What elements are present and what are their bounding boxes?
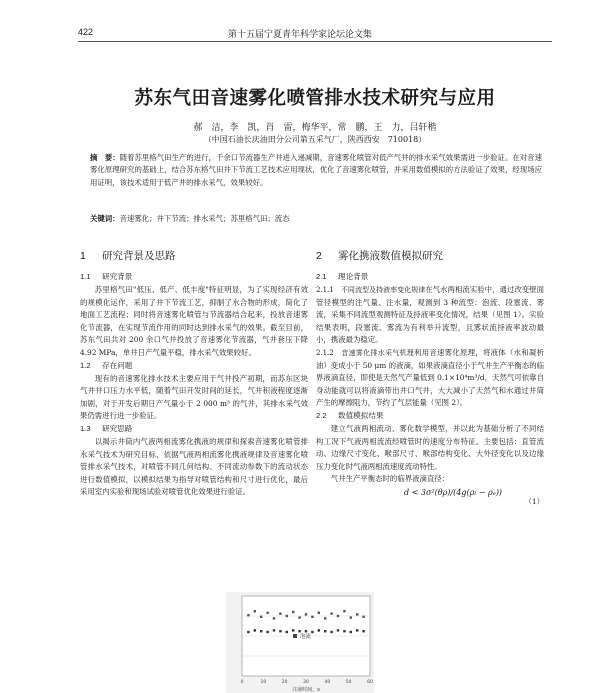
equation-number: （1） xyxy=(524,496,544,506)
subsection-heading xyxy=(80,423,308,434)
x-axis-label: 注液时间，s xyxy=(292,687,320,693)
x-tick-label-6: 60 xyxy=(367,680,373,685)
data-point-0-5 xyxy=(279,612,281,614)
figure-1 xyxy=(226,592,374,693)
data-point-0-13 xyxy=(330,612,332,614)
subsection-number: 1.1 xyxy=(80,272,91,281)
paragraph-flow-pattern xyxy=(316,284,544,347)
x-tick-label-5: 50 xyxy=(345,680,352,685)
data-point-1-12 xyxy=(324,630,326,632)
subsection-title: 存在问题 xyxy=(102,360,133,370)
data-point-1-14 xyxy=(337,629,339,631)
data-point-0-2 xyxy=(260,616,262,618)
paragraph-body: 利用音速雾化原理，将液体（水和凝析油）变成小于 50 μm 的液滴，如果液滴直径小于气井生产平衡态的临界液滴直径，即使是天然气产量低到 0.1×10⁴m³/d，天然气可依靠自身动能就可以将液滴带出井口气井，大大减小了天然气和水通过井筒产生的摩擦阻力，节约了气层能量（见图 2）。 xyxy=(316,347,544,408)
data-point-1-3 xyxy=(266,631,268,633)
x-tick-label-4: 40 xyxy=(324,680,331,685)
data-point-0-1 xyxy=(254,610,256,612)
paragraph-background: 苏里格气田"低压、低产、低丰度"特征明显，为了实现经济有效的规模化运作，采用了井下节流工艺，抑制了水合物的形成，简化了地面工艺流程；同时将音速雾化喷管与节流器结合起来，投放音速雾化节流器，在实现节流作用的同时达到排水采气的效果。截至目前，苏东气田共对 200 余口气井投放了音速雾化节流器，气井套压下降 4.92 MPa，单井日产气量平稳，排水采气效果较好。 xyxy=(80,285,308,357)
data-point-0-11 xyxy=(318,612,320,614)
paper-title: 苏东气田音速雾化喷管排水技术研究与应用 xyxy=(134,87,496,108)
paragraph-lead: 2.1.2 音速雾化排水采气机理 xyxy=(316,348,415,357)
equation-expression: d < 3σ²(θρ)/(4g(ρₗ − ρₑ)) xyxy=(404,487,503,497)
keywords-label: 关键词： xyxy=(90,214,120,223)
paragraph-approach: 以揭示井筒内气液两相流雾化携液的规律和探索音速雾化喷管排水采气技术为研究目标，依据气液两相流雾化携液规律及音速雾化喷管排水采气技术，对喷管不同几何结构、不同流动参数下的流动状态进行数值模拟，以模拟结果为指导对喷管结构和尺寸进行优化，最后采用室内实验和现场试验对喷管优化效果进行验证。 xyxy=(80,436,308,497)
keywords xyxy=(90,213,542,224)
data-point-1-15 xyxy=(343,630,345,632)
legend-label: 泡流 xyxy=(300,634,312,640)
subsection-heading xyxy=(316,410,544,421)
data-point-1-8 xyxy=(298,630,300,632)
abstract-label: 摘 要： xyxy=(90,153,120,162)
subsection-number: 1.2 xyxy=(80,360,91,370)
data-point-0-17 xyxy=(356,613,358,615)
affiliation: （中国石油长庆油田分公司第五采气厂，陕西西安 710018） xyxy=(203,135,427,144)
data-point-0-7 xyxy=(292,611,294,613)
page-number: 422 xyxy=(78,27,94,37)
data-point-1-10 xyxy=(311,631,313,633)
x-tick-label-2: 20 xyxy=(281,680,288,685)
section-title: 研究背景及思路 xyxy=(102,250,176,262)
data-point-0-16 xyxy=(350,616,352,618)
left-column xyxy=(80,248,308,499)
subsection-title: 数值模拟结果 xyxy=(338,410,384,420)
subsection-heading xyxy=(80,360,308,371)
data-point-1-11 xyxy=(318,629,320,631)
section-number: 2 xyxy=(316,250,322,262)
running-header xyxy=(78,27,552,41)
x-tick-label-0: 0 xyxy=(240,680,244,685)
paragraph-problems: 现有的音速雾化排水技术主要应用于气井投产初期，而苏东区块气井井口压力水平低，随着气田开发时间的延长，气井积液程度逐渐加剧，对于开发后期日产气量小于 2 000 m³ 的气井，其排水采气效果仍需进行进一步验证。 xyxy=(80,373,308,421)
data-point-1-17 xyxy=(356,629,358,631)
data-point-0-18 xyxy=(362,616,364,618)
data-point-1-7 xyxy=(292,629,294,631)
paragraph-lead: 2.1.1 不同流型及持液率变化规律 xyxy=(316,286,426,294)
data-point-1-13 xyxy=(330,631,332,633)
subsection-number: 2.2 xyxy=(316,410,327,420)
data-point-0-6 xyxy=(286,615,288,617)
section-heading xyxy=(80,248,308,263)
subsection-title: 理论背景 xyxy=(338,272,369,281)
data-point-1-16 xyxy=(350,631,352,633)
data-point-1-4 xyxy=(273,629,275,631)
data-point-1-0 xyxy=(247,631,249,633)
journal-title: 第十五届宁夏青年科学家论坛论文集 xyxy=(228,30,373,40)
data-point-0-12 xyxy=(324,617,326,619)
data-point-1-6 xyxy=(286,631,288,633)
data-point-1-9 xyxy=(305,630,307,632)
data-point-1-1 xyxy=(254,629,256,631)
subsection-heading xyxy=(80,271,308,282)
formula-intro: 气井生产平衡态时的临界液滴直径： xyxy=(330,474,450,484)
abstract xyxy=(90,152,542,189)
data-point-0-0 xyxy=(247,614,249,616)
author-list: 郝 洁，李 凯，肖 雷，梅华平，常 鹏，王 力，吕轩楷 xyxy=(193,123,437,133)
section-title: 雾化携液数值模拟研究 xyxy=(338,250,443,262)
legend-marker xyxy=(293,634,297,638)
keywords-text: 音速雾化；井下节流；排水采气；苏里格气田；流态 xyxy=(119,214,290,223)
right-column xyxy=(316,248,544,518)
x-tick-label-1: 10 xyxy=(260,680,267,685)
data-point-0-4 xyxy=(273,617,275,619)
x-tick-label-3: 30 xyxy=(303,680,309,685)
section-number: 1 xyxy=(80,250,86,262)
data-point-1-18 xyxy=(362,630,364,632)
section-heading xyxy=(316,248,544,263)
equation-1 xyxy=(316,488,544,518)
paragraph-simulation: 建立气液两相流动、雾化数学模型，并以此为基础分析了不同结构工况下气液两相流流经喷管时的速度分布特征。主要包括：直管流动、边缘尺寸变化、喉部尺寸、喉部结构变化、大外径变化以及边缘压力变化时气液两相流速度流动特性。 xyxy=(316,423,544,471)
subsection-title: 研究背景 xyxy=(102,272,133,281)
data-point-0-3 xyxy=(266,612,268,614)
data-point-0-8 xyxy=(298,616,300,618)
data-point-0-15 xyxy=(343,610,345,612)
data-point-0-14 xyxy=(337,615,339,617)
paragraph-mechanism xyxy=(316,347,544,410)
header-rule xyxy=(78,41,552,42)
subsection-number: 2.1 xyxy=(316,272,327,281)
scatter-chart xyxy=(226,592,374,693)
subsection-number: 1.3 xyxy=(80,423,91,433)
abstract-text: 随着苏里格气田生产的进行，千余口节流器生产井进入递减期，音速雾化喷管对低产气井的排水采气效果需进一步验证。在对音速雾化原理研究的基础上，结合苏东格气田井下节流工艺技术应用现状，优化了音速雾化喷管，并采用数值模拟的方法验证了效果，经现场应用证明，该技术适用于低产井的排水采气，效果较好。 xyxy=(90,153,542,187)
data-point-1-5 xyxy=(279,630,281,632)
subsection-heading xyxy=(316,271,544,282)
data-point-1-2 xyxy=(260,630,262,632)
data-point-0-9 xyxy=(305,613,307,615)
data-point-0-10 xyxy=(311,616,313,618)
subsection-title: 研究思路 xyxy=(102,423,133,433)
paragraph-body: 在气水两相流实验中，通过改变壁面管径模型的注气量、注水量，观测到 3 种流型：泡流、段塞流、雾流，采集不同流型观测特征及持液率变化情况，结果（见图 1）。实验结果表明，段塞流、雾流为有利举升流型，且雾状流持液率波动最小，携液最为稳定。 xyxy=(316,285,544,345)
